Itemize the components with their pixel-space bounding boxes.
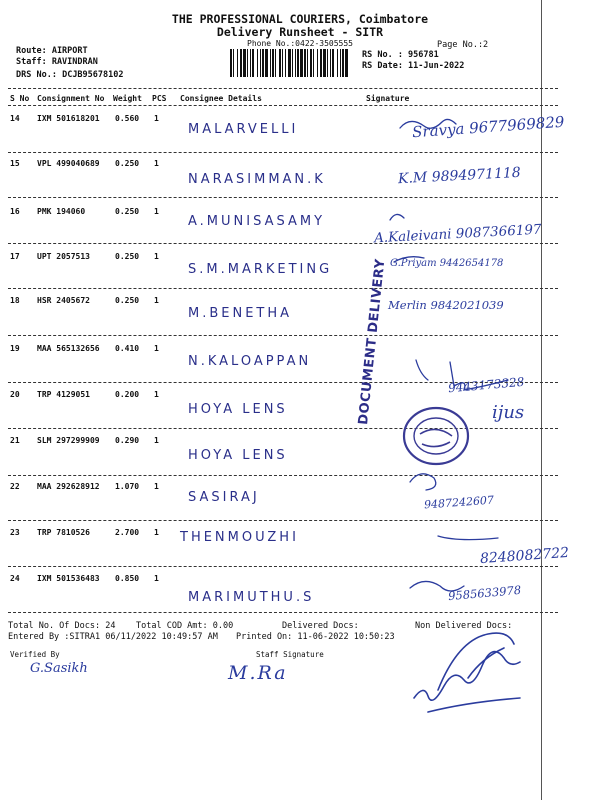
col-weight: Weight <box>113 94 142 103</box>
row-signature: ijus <box>492 402 525 423</box>
rs-date: RS Date: 11-Jun-2022 <box>362 61 465 71</box>
row-pcs: 1 <box>154 114 159 123</box>
verified-by-label: Verified By <box>10 650 60 659</box>
row-sno: 20 <box>10 390 20 399</box>
row-weight: 0.410 <box>115 344 140 353</box>
row-consignee: MALARVELLI <box>188 122 299 137</box>
row-consignee: S.M.MARKETING <box>188 262 333 277</box>
row-pcs: 1 <box>154 207 159 216</box>
staff-signature-label: Staff Signature <box>256 650 324 659</box>
verified-by-signature: G.Sasikh <box>30 661 88 676</box>
staff-signature: M.Ra <box>228 662 288 684</box>
row-consignment: VPL 499040689 <box>37 159 100 168</box>
total-cod: Total COD Amt: 0.00 <box>136 621 234 631</box>
document-delivery-stamp: DOCUMENT DELIVERY <box>356 257 389 426</box>
row-consignment: UPT 2057513 <box>37 252 90 261</box>
row-weight: 0.250 <box>115 207 140 216</box>
non-delivered-docs: Non Delivered Docs: <box>415 621 513 631</box>
rs-number: RS No. : 956781 <box>362 50 439 60</box>
row-consignment: MAA 292628912 <box>37 482 100 491</box>
phone-number: Phone No.:0422-3505555 <box>247 39 353 48</box>
drs-label: DRS No.: <box>16 70 57 80</box>
round-stamp-icon <box>400 404 474 470</box>
row-pcs: 1 <box>154 482 159 491</box>
drs-number <box>16 70 124 80</box>
total-docs: Total No. Of Docs: 24 <box>8 621 116 631</box>
row-signature: A.Kaleivani 9087366197 <box>373 221 542 247</box>
row-consignment: MAA 565132656 <box>37 344 100 353</box>
page-number: Page No.:2 <box>437 40 489 50</box>
row-consignee: HOYA LENS <box>188 402 288 417</box>
row-signature: Merlin 9842021039 <box>388 298 504 312</box>
row-consignee: M.BENETHA <box>188 306 293 321</box>
row-pcs: 1 <box>154 344 159 353</box>
row-signature: Sravya 9677969829 <box>411 112 565 142</box>
barcode <box>230 49 350 77</box>
row-sno: 22 <box>10 482 20 491</box>
row-weight: 0.290 <box>115 436 140 445</box>
staff: Staff: RAVINDRAN <box>16 57 98 67</box>
row-signature: 9585633978 <box>447 582 522 604</box>
row-consignment: IXM 501618201 <box>37 114 100 123</box>
row-consignment: TRP 7810526 <box>37 528 90 537</box>
entered-by: Entered By :SITRA1 06/11/2022 10:49:57 AM <box>8 632 218 642</box>
row-consignee: NARASIMMAN.K <box>188 172 326 187</box>
signature-scribbles <box>380 112 550 612</box>
col-signature: Signature <box>366 94 410 103</box>
row-pcs: 1 <box>154 390 159 399</box>
row-weight: 0.250 <box>115 252 140 261</box>
col-consignee: Consignee Details <box>180 94 262 103</box>
row-sno: 17 <box>10 252 20 261</box>
col-pcs: PCS <box>152 94 167 103</box>
large-signature-scribble <box>408 618 538 724</box>
route: Route: AIRPORT <box>16 46 88 56</box>
row-consignment: PMK 194060 <box>37 207 86 216</box>
row-weight: 0.250 <box>115 159 140 168</box>
row-pcs: 1 <box>154 252 159 261</box>
row-sno: 19 <box>10 344 20 353</box>
row-consignee: THENMOUZHI <box>180 530 299 545</box>
col-consignment: Consignment No <box>37 94 105 103</box>
row-weight: 0.560 <box>115 114 140 123</box>
row-signature: 9443173328 <box>447 374 525 396</box>
row-signature: K.M 9894971118 <box>397 164 522 188</box>
row-signature: 9487242607 <box>423 493 495 512</box>
row-sno: 15 <box>10 159 20 168</box>
row-sno: 21 <box>10 436 20 445</box>
row-sno: 23 <box>10 528 20 537</box>
row-signature: G.Priyam 9442654178 <box>390 258 504 269</box>
header-rule-bottom <box>8 105 558 106</box>
row-rule <box>8 612 558 613</box>
row-consignment: TRP 4129051 <box>37 390 90 399</box>
row-consignee: N.KALOAPPAN <box>188 354 312 369</box>
row-signature: 8248082722 <box>479 544 570 568</box>
delivered-docs: Delivered Docs: <box>282 621 359 631</box>
row-pcs: 1 <box>154 574 159 583</box>
row-consignee: SASIRAJ <box>188 490 260 505</box>
row-weight: 1.070 <box>115 482 140 491</box>
row-pcs: 1 <box>154 296 159 305</box>
row-weight: 0.850 <box>115 574 140 583</box>
row-consignment: SLM 297299909 <box>37 436 100 445</box>
row-consignment: HSR 2405672 <box>37 296 90 305</box>
runsheet-title: Delivery Runsheet - SITR <box>216 25 384 39</box>
col-sno: S No <box>10 94 30 103</box>
row-pcs: 1 <box>154 528 159 537</box>
printed-on: Printed On: 11-06-2022 10:50:23 <box>236 632 395 642</box>
row-weight: 0.250 <box>115 296 140 305</box>
header-rule-top <box>8 88 558 89</box>
row-sno: 24 <box>10 574 20 583</box>
row-consignment: IXM 501536483 <box>37 574 100 583</box>
row-pcs: 1 <box>154 159 159 168</box>
company-title: THE PROFESSIONAL COURIERS, Coimbatore <box>171 12 429 26</box>
row-pcs: 1 <box>154 436 159 445</box>
drs-value: DCJB95678102 <box>62 70 124 80</box>
row-consignee: HOYA LENS <box>188 448 288 463</box>
row-weight: 0.200 <box>115 390 140 399</box>
row-sno: 18 <box>10 296 20 305</box>
row-sno: 16 <box>10 207 20 216</box>
row-weight: 2.700 <box>115 528 140 537</box>
row-sno: 14 <box>10 114 20 123</box>
row-consignee: A.MUNISASAMY <box>188 214 326 229</box>
row-consignee: MARIMUTHU.S <box>188 590 315 605</box>
